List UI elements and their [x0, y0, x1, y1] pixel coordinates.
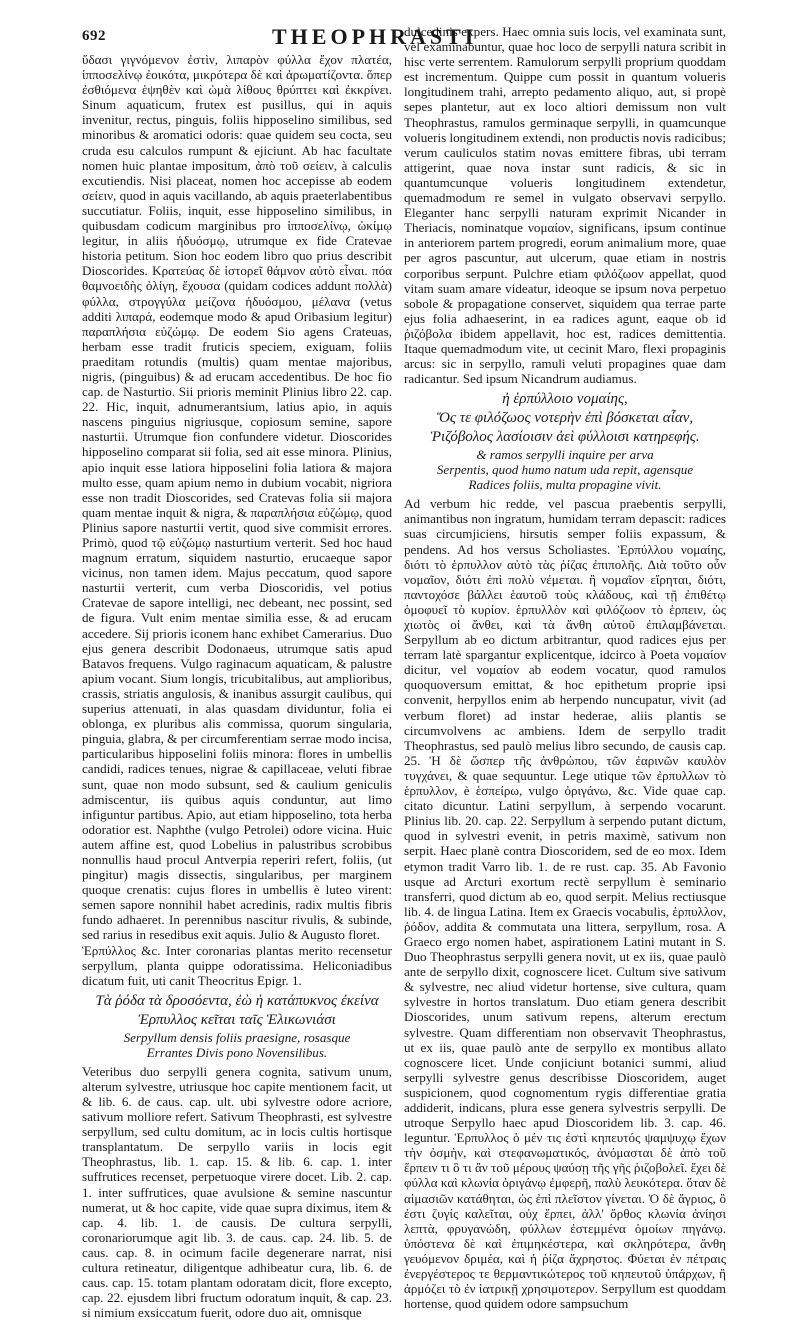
greek-verse-line: ἠ ἑρπύλλοιο νομαίης, [502, 391, 628, 408]
verse-quotation [404, 390, 726, 492]
latin-verse-line: Serpentis, quod humo natum uda repit, agensque [436, 462, 694, 478]
commentary-paragraph: Ad verbum hic redde, vel pascua praebentis serpylli, animantibus non ingratum, humidam terram depascit: radices suas circumjiciens, hirsutis semper foliis expassum, & pendens. Ad hos versus Scholiastes. Ἑρπύλλου νομαίης, διότι τὸ ἑρπυλλον αὐτὸ τὰς ῥίζας ἐπιπολῆς. Διὰ τοῦτο οὖν νομαῖον, διότι ἐπὶ πολὺ νέμεται. ἢ νομαῖον εἴρηται, διότι, παντοχόσε βάλλει ἑαυτοῦ τοὺς κλάδους, καὶ τῇ ἐπιθέτῳ ὁμοφυεῖ τὸ κυρίον. ἑρπυλλὸν καὶ φιλόζωον τὸ ἑρπειν, ὡς χιωτὸς οἱ ἄνθει, καὶ τὰ ἄνθη αὐτοῦ ἐπιλαμβάνεται. Serpyllum ab eo dictum arbitrantur, quod radices ejus per terram latè spargantur explicentque, idcirco à Poeta νομαίον dicitur, vel νομαίον ab eodem vocatur, quod ramulos quoquoversum emittat, & hoc epithetum proprie ipsi convenit, herpyllos enim ab herpendo nuncupatur, vivit (ad verbum floret) ad instar hederae, aliis plantis se circumvolvens ac ambiens. Idem de serpyllo tradit Theophrastus, sed paulò melius libro secundo, de causis cap. 25. Ἡ δὲ ὥσπερ τῆς ἀνθρώπου, τῶν ἐαρινῶν καυλὸν τυγχάνει, & quae sequuntur. Lege utique τῶν ἐρπυλλων τὸ ἑρπυλλον, è ἑσπείρω, vulgo ὀριγάνω, &c. Vide quae cap. citato dicuntur. Latini serpyllum, à serpendo vocarunt. Plinius lib. 20. cap. 22. Serpyllum à serpendo putant dictum, quod in sylvestri evenit, in petris maximè, sativum non serpit. Haec planè contra Dioscoridem, sed de eo mox. Idem etymon tradit Varro lib. 1. de re rust. cap. 35. Ab Favonio usque ad Arcturi exortum rectè serpyllum è seminario transferri, quod dictum ab eo, quod serpit. Melius rectiusque lib. 4. de lingua Latina. Item ex Graecis vocabulis, ἑρπυλλον, ῥόδον, addita & commutata una littera, serpyllum, rosa. A Graeco ergo nomen habet, aspirationem Latini mutant in S. Duo Theophrastus serpylli genera novit, ut ex iis, quae paulò ante de serpyllo dixit, cognoscere licet. Cultum sive sativum & sylvestre, nec aliud videtur hortense, sive cultura, quam sylvestre in hortos translatum. Duo etiam genera describit Dioscorides, unum sativum repens, alterum erectum sylvestre. Quam differentiam non observavit Theophrastus, ut ex iis, quae paulò ante de serpyllo ex montibus allato cognoscere licet. Unde conjiciunt botanici summi, aliud serpylli sylvestre genus describisse Dioscoridem, auget suspicionem, quod cognomentum rygis differentiae gratia addiderit, indicans, plura esse genera sylvestris serpylli. De utroque Serpyllo haec apud Dioscoridem lib. 3. cap. 46. leguntur. Ἑρπυλλος ὁ μέν τις ἐστὶ κηπευτός ψαμψυχῳ ἔχων τὴν ὀσμὴν, καὶ στεφανωματικός, ἀνόμασται δὲ ἀπὸ τοῦ ἕρπειν τι ὃ τι ἂν τοῦ μέρους ψαύσῃ τῆς γῆς ῥιζοβολεῖ. ἔχει δὲ φύλλα καὶ κλωνία ὀριγάνῳ ἐμφερῆ, παλὺ λευκότερα. ὅταν δὲ αἱμασιῶν κατάθηται, ὡς ἐπὶ πλεῖστον γίνεται. Ὁ δὲ ἄγριος, ὃ ἐστι ζυγίς καλεῖται, οὐχ ἕρπει, ἀλλ' ὄρθος κλωνία ἀνίησι λεπτὰ, φρυγανώδη, φύλλων ἐστεμμένα ὁμοίων πηγάνῳ. ὑπόστενα δὲ καὶ ἐπιμηκέστερα, καὶ σκληρότερα, ἄνθη γευόμενον δριμέα, καὶ ἡ ῥίζα ἄχρηστος. Φύεται ἐν πέτραις ἐνεργέστερος τε θερμαντικώτερος τοῦ κηπευτοῦ ὑπάρχων, ἢ ἀρμόζει τὸ ἐν ἰατρικῇ χρησιμοτερον. Serpyllum est quoddam hortense, quod quidem odore sampsuchum [404, 496, 726, 1312]
right-column [404, 24, 726, 1312]
latin-verse-line: Serpyllum densis foliis praesigne, rosasque [123, 1029, 351, 1045]
running-head: THEOPHRASTI [272, 24, 478, 49]
commentary-paragraph: ὕδασι γιγνόμενον ἐστὶν, λιπαρὸν φύλλα ἔχον πλατέα, ἱπποσελίνῳ ἐοικότα, μικρότερα δὲ καὶ ἀρωματίζοντα. ὅπερ ἐσθιόμενα ἑψηθὲν καὶ ὠμὰ λίθους θρύπτει καὶ ἐκκρίνει. Sinum aquaticum, frutex est pusillus, qui in aquis invenitur, rectus, pinguis, foliis hipposelino similibus, sed minoribus & aromatici odoris: quae quidem seu cocta, seu cruda esu calculos rumpunt & ejiciunt. Ab hac facultate nomen huic plantae impositum, ἀπὸ τοῦ σείειν, à calculis excutiendis. Nisi placeat, nomen hoc accepisse ab eodem σείειν, quod in aquis vacillando, ab aquis praeterlabentibus succutiatur. Foliis, inquit, esse hipposelino similibus, in quibusdam codicum marginibus pro ἱπποσελίνῳ, ὠκίμῳ legitur, in aliis ἡδυόσμῳ, utrumque ex fide Cratevae historia petitum. Sion hoc eodem libro quo prius describit Dioscorides. Κρατεύας δὲ ἱστορεῖ θάμνον αὐτὸ εἶναι. πόα θαμνοειδὴς ὀλίγη, ἔχουσα (quidam codices addunt πολλὰ) φύλλα, στρογγύλα μείζονα ἡδυόσμου, μέλανα (vetus additi λιπαρά, eodemque modo & apud Oribasium legitur) παραπλήσια εὐζώμῳ. De eodem Sio agens Crateuas, herbam esse tradit fruticis speciem, exiguam, foliis praeditam rotundis (multis) quam mentae majoribus, nigris, (pinguibus) & ad erucam accedentibus. De hoc fio cap. de Nasturtio. Sii prioris meminit Plinius libro 22. cap. 22. Hic, inquit, adnumerantsium, latius apio, in aquis nascens pinguius nigriusque, copiosum semine, sapore nasturtii. Utrumque fion confundere videtur. Dioscorides hipposelino comparat sii folia, sed ait esse minora. Plinius, apio inquit esse latiora hipposelini folia latiora & majora multo esse, quam apium nemo in dubium vocabit, nigriora esse non tradit Dioscorides, sed Cratevas folia sii majora quam mentae inquit & nigra, & παραπλήσια εὐζώμῳ, quod Plinius sapore nasturtii vertit, quod sive commisit errores. Primò, quod τῷ εὐζώμῳ nasturtium verterit. Sed hoc haud magnum erratum, siquidem nasturtio, erucaeque sapor vicinus, non tamen idem. Majus peccatum, quod sapore nasturtii verterit, cum verba Dioscoridis, vel potius Cratevae de sapore intelligi, nec debeant, nec possint, sed de figura. Vult enim mentae similia esse, & ad erucam accedere. Sij prioris iconem hanc exhibet Camerarius. Duo ejus genera describit Dodonaeus, utrumque satis apud Batavos frequens. Vulgo raginacum aquaticam, & palustre apium vocant. Sium longis, tricubitalibus, aut amplioribus, crassis, striatis angulosis, & inanibus assurgit caulibus, qui superius attenuati, in alas quasdam dividuntur, folia ei oblonga, ex pluribus alis commissa, quorum singularia, pinguia, glabra, & per circumferentiam serrae modo incisa, particularibus hipposelini foliis minora: flores in umbellis candidi, radices tenues, nigrae & capillaceae, veluti fibrae sunt, quae non modo subsunt, sed & caulium geniculis admiscentur, iis quibus aquis conduntur, aut limo infiguntur partibus. Apio, aut etiam hipposelino, tota herba odoratior est. Naphthe (vulgo Petrolei) odore vicina. Huic autem affine est, quod Lobelius in palustribus scrobibus nonnullis haud procul Antverpia reperiri refert, foliis, (ut pingitur) magis dissectis, singularibus, per marginem quoque crenatis: cujus flores in umbellis è luteo virent: semen sapore nonnihil habet acredinis, radix multis fibris fundo adhaeret. In perennibus nascitur rivulis, & subinde, sed rarius in resedibus exit aquis. Julio & Augusto floret. [82, 52, 392, 943]
latin-verse-line: Errantes Divis pono Novensilibus. [146, 1044, 328, 1060]
latin-verse-line: Radices foliis, multa propagine vivit. [468, 477, 662, 493]
latin-verse-line: & ramos serpylli inquire per arva [476, 447, 654, 463]
commentary-paragraph: Veteribus duo serpylli genera cognita, sativum unum, alterum sylvestre, utriusque hoc capite mentionem facit, ut & lib. 6. de caus. cap. ult. ubi sylvestre odore acriore, sativum molliore refert. Sativum Theophrasti, est sylvestre serpyllum, sed cultu domitum, ac in locis cultis hortisque transplantatum. De serpyllo variis in locis egit Theophrastus, lib. 1. cap. 15. & lib. 6. cap. 1. inter suffrutices recenset, perpetuoque virere docet. Lib. 2. cap. 1. inter suffrutices, quae avulsione & semine nascuntur numerat, ut & hoc capite, vide quae supra diximus, item & cap. 4. lib. 1. de causis. De cultura serpylli, coronariorumque agit lib. 3. de caus. cap. 24. lib. 5. de caus. cap. 8. in ocimum facile degenerare narrat, nisi cultura retineatur, diligentque adhibeatur cura, lib. 6. de caus. cap. 15. totam plantam odoratam dicit, flore excepto, cap. 22. ejusdem libri fructum odoratum inquit, & cap. 23. si nimium exsiccatum fuerit, odore duo ait, omnisque [82, 1063, 392, 1320]
greek-verse-line: Ἑρπυλλος κεῖται ταῖς Ἑλικωνιάσι [138, 1011, 336, 1028]
page-number: 692 [82, 28, 106, 44]
greek-verse-line: Ὅς τε φιλόζωος νοτερὴν ἐπὶ βόσκεται αἶαν, [436, 410, 694, 427]
commentary-paragraph: Ἑρπύλλος &c. Inter coronarias plantas merito recensetur serpyllum, planta quippe odoratissima. Heliconiadibus dicatum fuit, uti canit Theocritus Epigr. 1. [82, 942, 392, 988]
verse-quotation [82, 992, 392, 1060]
greek-verse-line: Τὰ ῥόδα τὰ δροσόεντα, ἐὼ ἡ κατάπυκνος ἐκείνα [95, 992, 379, 1009]
left-column [82, 52, 392, 1320]
greek-verse-line: Ῥιζόβολος λασίοισιν ἀεὶ φύλλοισι κατηρεφής. [430, 429, 700, 446]
commentary-paragraph: dulcedinis expers. Haec omnia suis locis, vel examinata sunt, vel examinabuntur, quae hoc loco de serpylli natura scribit in hisc verte serrentem. Ramulorum serpylli proprium quoddam est incrementum. Quippe cum possit in quantum volueris longitudinem trahi, arrepto pedamento aliquo, aut, si propè sepes plantetur, aut ex loco altiori demissum non vult Theophrastus, ramulos germinaque serpylli, in quamcunque volueris longitudinem extendi, non productis novis radicibus; verum cauliculos statim novas emittere fibras, ubi terram attigerint, quae nova instar sunt radicis, & sic in quantumcunque volueris longitudinem extendetur, quemadmodum re semel in vulgato observavi serpyllo. Eleganter hanc serpylli naturam exprimit Nicander in Theriacis, nominatque νομαίον, significans, ipsum continue in anteriorem partem progredi, eorum animalium more, quae per agros pascuntur, aut ulcerum, quae etiam in nostris corporibus serpunt. Pulchre etiam φιλόζωον appellat, quod vitam suam amare videatur, ideoque se ipsum nova perpetuo sobole & propagatione conservet, siquidem qua terrae parte ejus folia adhaeserint, in ea radices agunt, eaque ob id ῥιζόβολα ibidem appellavit, hoc est, radices demittentia. Itaque quemadmodum vite, ut cecinit Maro, flexi propaginis arcus: sic in serpyllo, ramuli veluti propagines quae dam radicantur. Sed ipsum Nicandrum audiamus. [404, 24, 726, 387]
